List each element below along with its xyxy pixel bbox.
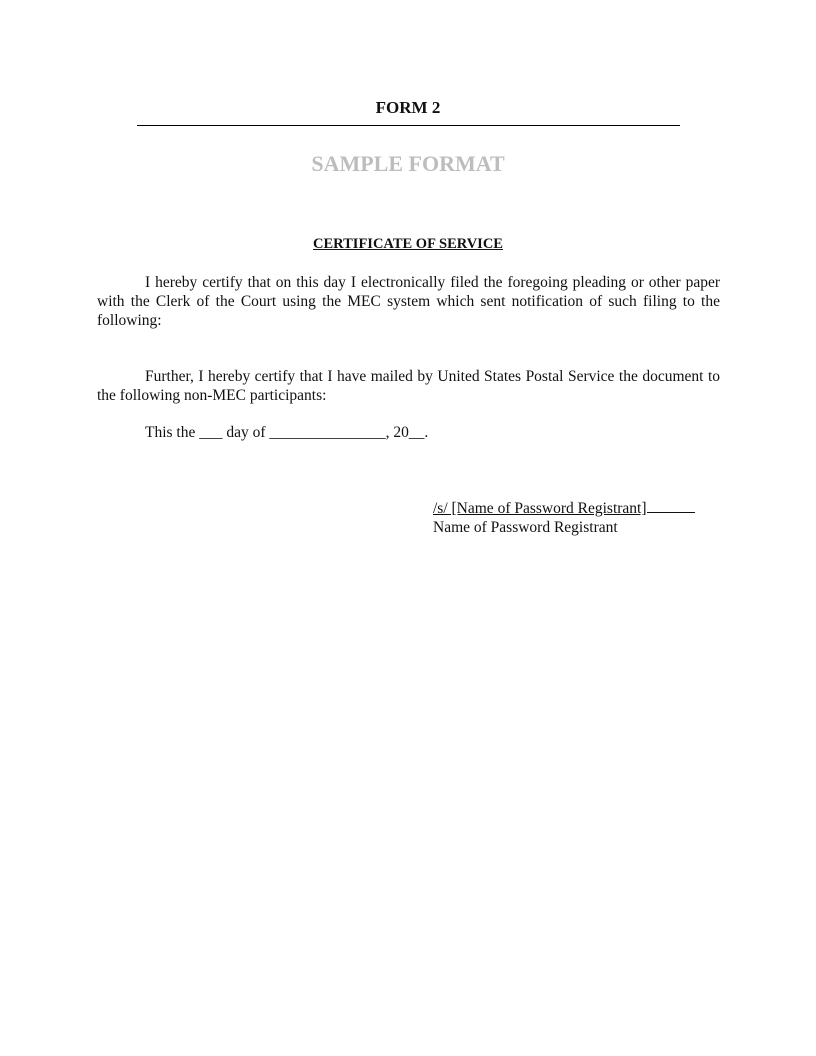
title-divider <box>137 125 680 126</box>
signature-block <box>433 498 720 537</box>
date-line: This the ___ day of _______________, 20__. <box>145 424 429 441</box>
mailing-paragraph: Further, I hereby certify that I have mailed by United States Postal Service the document to the following non-MEC participants: <box>97 368 720 404</box>
certificate-heading: CERTIFICATE OF SERVICE <box>313 236 503 252</box>
signature-line <box>433 498 720 518</box>
signer-name-label: Name of Password Registrant <box>433 519 618 536</box>
signature-underline <box>647 498 695 513</box>
sample-format-label: SAMPLE FORMAT <box>311 151 505 176</box>
electronic-filing-paragraph: I hereby certify that on this day I electronically filed the foregoing pleading or other paper with the Clerk of the Court using the MEC system which sent notification of such filing to the following: <box>97 274 720 329</box>
form-title: FORM 2 <box>375 98 441 117</box>
signature-text: /s/ [Name of Password Registrant] <box>433 500 647 517</box>
